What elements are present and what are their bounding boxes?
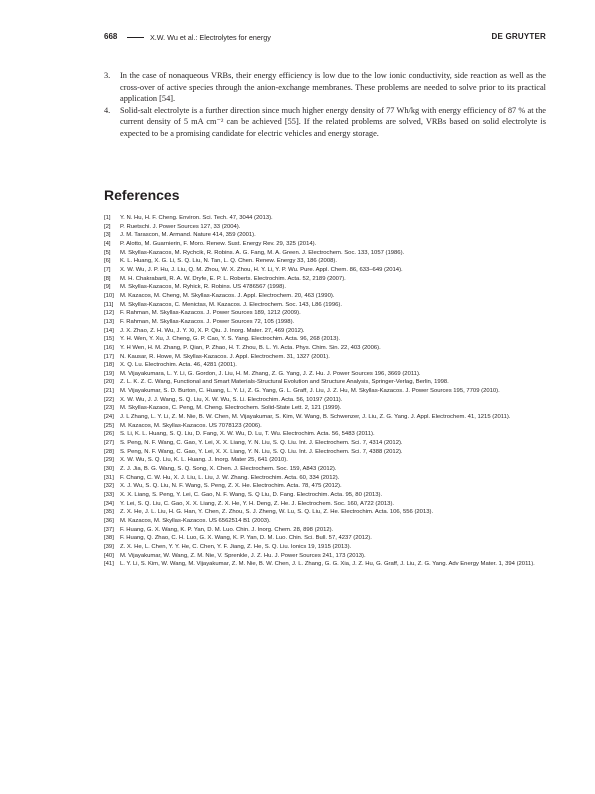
reference-text: M. Skyllas-Kazaos, C. Peng, M. Cheng. Electrochem. Solid-State Lett. 2, 121 (1999). [120,405,342,412]
reference-number: [7] [104,266,111,273]
reference-item [104,361,546,370]
reference-text: X. W. Wu, J. J. Wang, S. Q. Liu, X. W. Wu, S. Li. Electrochim. Acta. 56, 10197 (2011). [120,396,343,403]
reference-item [104,404,546,413]
reference-item [104,240,546,249]
reference-item [104,249,546,258]
reference-number: [23] [104,405,114,412]
reference-text: L. Y. Li, S. Kim, W. Wang, M. Vijayakumar, Z. M. Nie, B. W. Chen, J. L. Zhang, G. G. Xia, J. Z. Hu, G. Graff, J. Liu, Z. G. Yang. Adv Energy Mater. 1, 394 (2011). [120,561,535,568]
reference-number: [20] [104,379,114,386]
reference-text: M. Skyllas-Kazacos, M. Rychcik, R. Robins. A. G. Fang, M. A. Green. J. Electrochem. Soc. 133, 1057 (1986). [120,249,405,256]
reference-item [104,439,546,448]
header-rule [127,37,144,38]
reference-number: [25] [104,422,114,429]
reference-item [104,430,546,439]
reference-text: J. X. Zhao, Z. H. Wu, J. Y. Xi, X. P. Qiu. J. Inorg. Mater. 27, 469 (2012). [120,327,305,334]
reference-item [104,327,546,336]
reference-number: [14] [104,327,114,334]
running-header [104,32,546,44]
reference-item [104,500,546,509]
reference-number: [4] [104,240,111,247]
reference-number: [21] [104,388,114,395]
reference-text: J. M. Tarascon, M. Armand. Nature 414, 359 (2001). [120,232,256,239]
reference-text: Z. X. He, J. L. Liu, H. G. Han, Y. Chen, Z. Zhou, S. J. Zheng, W. Lu, S. Q. Liu, Z. He. Electrochim. Acta. 106, 556 (2013). [120,509,434,516]
reference-text: K. L. Huang, X. G. Li, S. Q. Liu, N. Tan, L. Q. Chen. Renew. Energy 33, 186 (2008). [120,258,337,265]
references-heading: References [104,187,180,203]
reference-item [104,474,546,483]
reference-item [104,335,546,344]
reference-number: [30] [104,466,114,473]
reference-number: [27] [104,440,114,447]
reference-item [104,257,546,266]
reference-number: [32] [104,483,114,490]
reference-text: Z. J. Jia, B. G. Wang, S. Q. Song, X. Chen. J. Electrochem. Soc. 159, A843 (2012). [120,466,337,473]
reference-text: J. L Zhang, L. Y. Li, Z. M. Nie, B. W. Chen, M. Vijayakumar, S. Kim, W. Wang, B. Schwenzer, J. Liu, Z. G. Yang. J. Appl. Electrochem. 41, 1215 (2011). [120,414,511,421]
reference-number: [40] [104,552,114,559]
reference-number: [15] [104,336,114,343]
reference-number: [31] [104,474,114,481]
reference-item [104,301,546,310]
reference-item [104,275,546,284]
list-item-text: In the case of nonaqueous VRBs, their energy efficiency is low due to the low ionic conductivity, side reaction as well as the cross-over of active species through the anion-exchange membranes. These problems are needed to solve prior to its practical application [54]. [120,71,546,104]
reference-text: F. Chang, C. W. Hu, X. J. Liu, L. Liu, J. W. Zhang. Electrochim. Acta. 60, 334 (2012). [120,474,340,481]
reference-number: [17] [104,353,114,360]
reference-text: M. Kazacos, M. Skyllas-Kazacos. US 6562514 B1 (2003). [120,517,271,524]
reference-text: N. Kausar, R. Howe, M. Skyllas-Kazacos. J. Appl. Electrochem. 31, 1327 (2001). [120,353,330,360]
reference-item [104,214,546,223]
reference-number: [6] [104,258,111,265]
reference-number: [24] [104,414,114,421]
reference-item [104,482,546,491]
reference-text: M. Kazacos, M. Skyllas-Kazacos. US 7078123 (2006). [120,422,262,429]
reference-text: Y. H Wen, H. M. Zhang, P. Qian, P. Zhao, H. T. Zhou, B. L. Yi. Acta. Phys. Chim. Sin. 22, 403 (2006). [120,344,381,351]
reference-number: [5] [104,249,111,256]
reference-number: [16] [104,344,114,351]
reference-text: X. W. Wu, J. P. Hu, J. Liu, Q. M. Zhou, W. X. Zhou, H. Y. Li, Y. P. Wu. Pure. Appl. Chem. 86, 633–649 (2014). [120,266,403,273]
reference-number: [39] [104,543,114,550]
reference-item [104,231,546,240]
reference-text: M. Vijayakumara, L. Y. Li, G. Gordon, J. Liu, H. M. Zhang, Z. G. Yang, J. Z. Hu. J. Power Sources 196, 3669 (2011). [120,370,421,377]
reference-text: M. Vijayakumar, S. D. Burton, C. Huang, L. Y. Li, Z. G. Yang, G. L. Graff, J. Liu, J. Z. Hu, M. Skyllas-Kazacos. J. Power Sources 195, 7709 (2010). [120,388,500,395]
reference-item [104,318,546,327]
reference-number: [34] [104,500,114,507]
reference-item [104,292,546,301]
reference-text: F. Huang, G. X. Wang, K. P. Yan, D. M. Luo. Chin. J. Inorg. Chem. 28, 898 (2012). [120,526,334,533]
reference-item [104,465,546,474]
reference-number: [41] [104,561,114,568]
reference-item [104,448,546,457]
reference-text: Z. X. He, L. Chen, Y. Y. He, C. Chen, Y. F. Jiang, Z. He, S. Q. Liu. Ionics 19, 1915 (2013). [120,543,352,550]
reference-number: [19] [104,370,114,377]
reference-number: [2] [104,223,111,230]
reference-item [104,508,546,517]
reference-number: [22] [104,396,114,403]
reference-item [104,543,546,552]
reference-text: X. W. Wu, S. Q. Liu, K. L. Huang. J. Inorg. Mater 25, 641 (2010). [120,457,288,464]
reference-text: X. X. Liang, S. Peng, Y. Lei, C. Gao, N. F. Wang, S. Q Liu, D. Fang. Electrochim. Acta. 95, 80 (2013). [120,492,383,498]
page-number: 668 [104,32,118,41]
reference-text: Y. N. Hu, H. F. Cheng. Environ. Sci. Tech. 47, 3044 (2013). [120,215,273,221]
reference-item [104,309,546,318]
reference-item [104,422,546,431]
reference-text: Z. L. K. Z. C. Wang, Functional and Smart Materials-Structural Evolution and Structure Analysis, Springer-Verlag, Berlin, 1998. [120,379,449,386]
reference-number: [28] [104,448,114,455]
reference-item [104,517,546,526]
reference-item [104,456,546,465]
reference-item [104,378,546,387]
reference-number: [18] [104,362,114,369]
reference-text: S. Peng, N. F. Wang, C. Gao, Y. Lei, X. X. Liang, Y. N. Liu, S. Q. Liu. Int. J. Electrochem. Sci. 7, 4388 (2012). [120,448,403,455]
reference-number: [13] [104,318,114,325]
list-item [104,105,546,140]
reference-list [104,214,546,569]
reference-number: [10] [104,292,114,299]
reference-text: P. Ruetschi. J. Power Sources 127, 33 (2004). [120,223,241,230]
reference-text: F. Rahman, M. Skyllas-Kazacos. J. Power Sources 72, 105 (1998). [120,318,295,325]
reference-item [104,534,546,543]
reference-item [104,344,546,353]
reference-item [104,266,546,275]
list-item-number: 4. [104,105,111,115]
reference-item [104,560,546,569]
reference-number: [11] [104,301,114,308]
reference-number: [33] [104,492,114,498]
reference-number: [1] [104,215,111,221]
reference-item [104,413,546,422]
reference-text: X. J. Wu, S. Q. Liu, N. F. Wang, S. Peng, Z. X. He. Electrochim. Acta. 78, 475 (2012). [120,483,342,490]
reference-text: M. Skyllas-Kazacos, M. Ryhick, R. Robins. US 4786567 (1998). [120,284,286,291]
reference-number: [37] [104,526,114,533]
reference-text: P. Alotto, M. Guarnierin, F. Moro. Renew. Sust. Energy Rev. 29, 325 (2014). [120,240,317,247]
reference-number: [36] [104,517,114,524]
reference-item [104,283,546,292]
reference-number: [29] [104,457,114,464]
reference-number: [38] [104,535,114,542]
publisher-name: DE GRUYTER [491,32,546,41]
reference-number: [8] [104,275,111,282]
conclusion-list [104,70,546,140]
reference-item [104,370,546,379]
list-item-number: 3. [104,71,111,80]
reference-item [104,223,546,232]
reference-item [104,526,546,535]
list-item-text: Solid-salt electrolyte is a further direction since much higher energy density of 77 Wh/kg with energy efficiency of 87 % at the current density of 5 mA cm⁻² can be achieved [55]. If the related problems are solved, VRBs based on solid electrolyte is expected to be a promising candidate for electric vehicles and energy storage. [120,105,546,138]
reference-item [104,353,546,362]
reference-number: [3] [104,232,111,239]
running-title: X.W. Wu et al.: Electrolytes for energy [150,33,271,42]
reference-text: F. Rahman, M. Skyllas-Kazacos. J. Power Sources 189, 1212 (2009). [120,310,301,317]
reference-number: [9] [104,284,111,291]
reference-text: S. Peng, N. F. Wang, C. Gao, Y. Lei, X. X. Liang, Y. N. Liu, S. Q. Liu. Int. J. Electrochem. Sci. 7, 4314 (2012). [120,440,403,447]
reference-text: M. H. Chakrabarti, R. A. W. Dryfe, E. P. L. Roberts. Electrochim. Acta. 52, 2189 (2007). [120,275,346,282]
reference-text: Y. H. Wen, Y. Xu, J. Cheng, G. P. Cao, Y. S. Yang. Electrochim. Acta. 96, 268 (2013). [120,336,341,343]
reference-number: [26] [104,431,114,438]
reference-item [104,491,546,500]
reference-number: [12] [104,310,114,317]
reference-text: M. Kazacos, M. Cheng, M. Skyllas-Kazacos. J. Appl. Electrochem. 20, 463 (1990). [120,292,335,299]
reference-item [104,387,546,396]
list-item [104,70,546,105]
reference-text: M. Skyllas-Kazacos, C. Menictas, M. Kazacos. J. Electrochem. Soc. 143, L86 (1996). [120,301,342,308]
reference-text: F. Huang, Q. Zhao, C. H. Luo, G. X. Wang, K. P. Yan, D. M. Luo. Chin. Sci. Bull. 57, 4237 (2012). [120,535,372,542]
reference-text: M. Vijayakumar, W. Wang, Z. M. Nie, V. Sprenkle, J. Z. Hu. J. Power Sources 241, 173 (2013). [120,552,366,559]
reference-item [104,396,546,405]
reference-number: [35] [104,509,114,516]
reference-text: X. Q. Lu. Electrochim. Acta. 46, 4281 (2001). [120,362,237,369]
reference-text: Y. Lei, S. Q. Liu, C. Gao, X. X. Liang, Z. X. He, Y. H. Deng, Z. He. J. Electrochem. Soc. 160, A722 (2013). [120,500,395,507]
reference-text: S. Li, K. L. Huang, S. Q. Liu, D. Fang, X. W. Wu, D. Lu, T. Wu. Electrochim. Acta. 56, 5483 (2011). [120,431,375,438]
reference-item [104,552,546,561]
